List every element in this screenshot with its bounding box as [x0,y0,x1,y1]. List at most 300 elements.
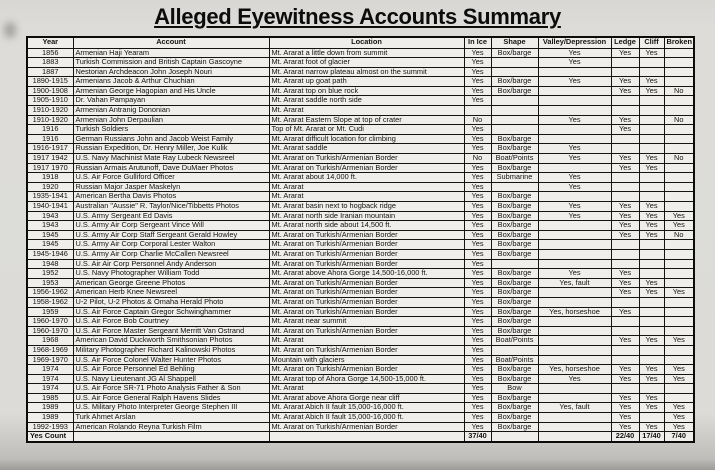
cell-account: U.S. Army Air Corp Sergeant Vince Will [73,221,269,231]
cell-broken [664,106,694,116]
cell-valley-depression [538,192,611,202]
cell-account: Turkish Commission and British Captain Gascoyne [73,58,269,68]
cell-in-ice: Yes [464,326,491,336]
cell-account: U.S. Military Photo Interpreter George Stephen III [73,403,269,413]
cell-cliff [639,317,664,327]
table-body [27,48,694,432]
cell-cliff: Yes [639,230,664,240]
cell-year: 1989 [27,413,73,423]
cell-cliff [639,240,664,250]
cell-location: Mt. Ararat saddle [269,144,464,154]
cell-shape: Box/barge [491,230,538,240]
cell-broken [664,48,694,58]
cell-in-ice [464,106,491,116]
cell-broken [664,249,694,259]
cell-broken: Yes [664,336,694,346]
cell-ledge [611,96,639,106]
cell-account: U.S. Air Force SR-71 Photo Analysis Father & Son [73,384,269,394]
cell-shape [491,259,538,269]
cell-ledge: Yes [611,278,639,288]
page-title: Alleged Eyewitness Accounts Summary [154,4,561,29]
cell-in-ice: Yes [464,125,491,135]
cell-valley-depression [538,345,611,355]
cell-in-ice: Yes [464,202,491,212]
cell-location: Mt. Ararat on Turkish/Armenian Border [269,307,464,317]
table-row [27,48,694,58]
cell-account: German Russians John and Jacob Weist Family [73,134,269,144]
cell-account: Australian "Aussie" R. Taylor/Nice/Tibbetts Photos [73,202,269,212]
cell-ledge: Yes [611,211,639,221]
table-row [27,365,694,375]
cell-valley-depression [538,67,611,77]
cell-location: Mt. Ararat Eastern Slope at top of crater [269,115,464,125]
cell-shape: Bow [491,384,538,394]
cell-ledge [611,240,639,250]
cell-cliff: Yes [639,154,664,164]
cell-shape: Box/barge [491,403,538,413]
cell-ledge: Yes [611,202,639,212]
cell-account: American Rolando Reyna Turkish Film [73,422,269,432]
cell-account: Armenian George Hagopian and His Uncle [73,86,269,96]
cell-ledge [611,134,639,144]
cell-shape: Box/barge [491,317,538,327]
cell-year: 1890-1915 [27,77,73,87]
cell-cliff [639,106,664,116]
cell-location: Mt. Ararat near summit [269,317,464,327]
cell-year: 1900-1908 [27,86,73,96]
cell-location: Mt. Ararat on Turkish/Armenian Border [269,288,464,298]
table-row [27,77,694,87]
cell-valley-depression [538,163,611,173]
cell-broken [664,67,694,77]
cell-shape: Boat/Points [491,355,538,365]
cell-ledge: Yes [611,163,639,173]
cell-location: Mt. Ararat on Turkish/Armenian Border [269,345,464,355]
cell-in-ice: Yes [464,211,491,221]
cell-broken [664,297,694,307]
cell-location: Mt. Ararat above Ahora Gorge 14,500-16,000 ft. [269,269,464,279]
cell-in-ice: Yes [464,413,491,423]
cell-year: 1916 [27,125,73,135]
table-row [27,345,694,355]
cell-shape: Box/barge [491,48,538,58]
cell-ledge [611,345,639,355]
cell-year: 1952 [27,269,73,279]
cell-broken [664,278,694,288]
cell-account: U.S. Air Force Bob Courtney [73,317,269,327]
cell-shape [491,125,538,135]
cell-account: U.S. Army Air Corp Charlie McCallen Newsreel [73,249,269,259]
cell-year: 1985 [27,393,73,403]
cell-valley-depression [538,230,611,240]
cell-year: 1992-1993 [27,422,73,432]
cell-location: Mt. Ararat on Turkish/Armenian Border [269,230,464,240]
table-row [27,278,694,288]
cell-shape: Box/barge [491,77,538,87]
cell-location: Mt. Ararat north side Iranian mountain [269,211,464,221]
cell-broken [664,345,694,355]
cell-valley-depression [538,134,611,144]
cell-in-ice: Yes [464,297,491,307]
table-row [27,67,694,77]
cell-shape: Box/barge [491,86,538,96]
cell-year: 1943 [27,221,73,231]
cell-account: U.S. Air Air Corp Personnel Andy Anderson [73,259,269,269]
cell-account: U.S. Air Force General Ralph Havens Slides [73,393,269,403]
cell-cliff [639,125,664,135]
cell-shape [491,115,538,125]
cell-broken: Yes [664,422,694,432]
column-header-shape: Shape [491,37,538,48]
cell-account: Armenian John Derpaulian [73,115,269,125]
cell-year: 1910-1920 [27,115,73,125]
table-row [27,106,694,116]
cell-broken: No [664,154,694,164]
cell-account: U.S. Navy Photographer William Todd [73,269,269,279]
table-row [27,154,694,164]
cell-location: Mt. Ararat on Turkish/Armenian Border [269,326,464,336]
cell-broken: Yes [664,288,694,298]
cell-ledge: Yes [611,365,639,375]
cell-year: 1968 [27,336,73,346]
cell-broken: Yes [664,374,694,384]
cell-year: 1940-1941 [27,202,73,212]
cell-valley-depression [538,221,611,231]
cell-cliff: Yes [639,202,664,212]
table-row [27,374,694,384]
cell-shape [491,96,538,106]
table-row [27,240,694,250]
cell-broken [664,317,694,327]
cell-location: Mt. Ararat top on blue rock [269,86,464,96]
yes-count-cliff: 17/40 [639,432,664,442]
cell-valley-depression [538,422,611,432]
cell-location: Mountain with glaciers [269,355,464,365]
cell-valley-depression [538,86,611,96]
cell-broken: Yes [664,413,694,423]
header-row [27,37,694,48]
cell-shape [491,106,538,116]
cell-location: Top of Mt. Ararat or Mt. Cudi [269,125,464,135]
cell-in-ice: Yes [464,336,491,346]
cell-year: 1887 [27,67,73,77]
cell-year: 1943 [27,211,73,221]
cell-in-ice: Yes [464,96,491,106]
cell-cliff [639,115,664,125]
cell-year: 1917 1942 [27,154,73,164]
cell-year: 1910-1920 [27,106,73,116]
cell-in-ice: Yes [464,384,491,394]
cell-in-ice: Yes [464,269,491,279]
yes-count-broken: 7/40 [664,432,694,442]
cell-location: Mt. Ararat above Ahora Gorge near cliff [269,393,464,403]
cell-account: Russian Armais Arutunoff, Dave DuMaer Photos [73,163,269,173]
cell-valley-depression: Yes [538,173,611,183]
cell-ledge [611,192,639,202]
cell-year: 1918 [27,173,73,183]
cell-valley-depression [538,317,611,327]
cell-in-ice: Yes [464,393,491,403]
cell-account: U.S. Army Air Corp Corporal Lester Walton [73,240,269,250]
cell-cliff [639,58,664,68]
cell-cliff [639,192,664,202]
cell-broken [664,77,694,87]
cell-shape: Box/barge [491,326,538,336]
yes-count-in-ice: 37/40 [464,432,491,442]
cell-account: Russian Expedition, Dr. Henry Miller, Joe Kulik [73,144,269,154]
cell-year: 1956-1962 [27,288,73,298]
cell-account: U.S. Air Force Captain Gregor Schwinghammer [73,307,269,317]
cell-in-ice: Yes [464,67,491,77]
cell-ledge: Yes [611,403,639,413]
cell-year: 1960-1970 [27,317,73,327]
cell-account: American George Greene Photos [73,278,269,288]
cell-valley-depression: Yes, fault [538,278,611,288]
cell-cliff: Yes [639,77,664,87]
cell-in-ice: Yes [464,163,491,173]
cell-location: Mt. Ararat [269,336,464,346]
cell-broken: Yes [664,365,694,375]
cell-cliff [639,182,664,192]
cell-ledge [611,173,639,183]
table-row [27,249,694,259]
cell-account: U.S. Air Force Colonel Walter Hunter Photos [73,355,269,365]
cell-account: Military Photographer Richard Kalinowski Photos [73,345,269,355]
cell-year: 1883 [27,58,73,68]
cell-location: Mt. Ararat Abich II fault 15,000-16,000 ft. [269,413,464,423]
cell-ledge [611,384,639,394]
cell-location: Mt. Ararat about 14,000 ft. [269,173,464,183]
cell-broken: No [664,86,694,96]
cell-year: 1974 [27,374,73,384]
cell-account: Armenians Jacob & Arthur Chuchian [73,77,269,87]
cell-ledge [611,297,639,307]
cell-ledge [611,259,639,269]
cell-location: Mt. Ararat [269,106,464,116]
cell-year: 1959 [27,307,73,317]
cell-year: 1916 [27,134,73,144]
cell-valley-depression: Yes, horseshoe [538,307,611,317]
cell-in-ice: Yes [464,77,491,87]
cell-ledge: Yes [611,154,639,164]
cell-cliff: Yes [639,211,664,221]
cell-cliff [639,134,664,144]
table-row [27,422,694,432]
cell-broken [664,202,694,212]
table-row [27,384,694,394]
cell-cliff [639,345,664,355]
cell-cliff [639,326,664,336]
cell-account: Turkish Soldiers [73,125,269,135]
cell-shape: Box/barge [491,192,538,202]
cell-in-ice: Yes [464,278,491,288]
cell-location: Mt. Ararat [269,384,464,394]
cell-valley-depression [538,393,611,403]
column-header-year: Year [27,37,73,48]
column-header-location: Location [269,37,464,48]
cell-location: Mt. Ararat on Turkish/Armenian Border [269,154,464,164]
cell-shape: Submarine [491,173,538,183]
cell-ledge: Yes [611,230,639,240]
cell-year: 1969-1970 [27,355,73,365]
cell-in-ice: Yes [464,317,491,327]
cell-shape: Box/barge [491,297,538,307]
cell-ledge: Yes [611,288,639,298]
cell-ledge: Yes [611,115,639,125]
yes-count-row [27,432,694,442]
cell-in-ice: Yes [464,288,491,298]
cell-shape: Box/barge [491,278,538,288]
cell-cliff [639,307,664,317]
cell-valley-depression: Yes [538,202,611,212]
cell-ledge: Yes [611,125,639,135]
yes-count-ledge: 22/40 [611,432,639,442]
cell-location: Mt. Ararat on Turkish/Armenian Border [269,163,464,173]
cell-cliff [639,413,664,423]
table-row [27,355,694,365]
cell-year: 1945 [27,230,73,240]
cell-valley-depression: Yes [538,77,611,87]
table-row [27,115,694,125]
cell-ledge [611,317,639,327]
table-row [27,144,694,154]
cell-broken: No [664,230,694,240]
cell-account: U.S. Army Sergeant Ed Davis [73,211,269,221]
cell-location: Mt. Ararat on Turkish/Armenian Border [269,365,464,375]
cell-year: 1968-1969 [27,345,73,355]
cell-account: U.S. Air Force Gulliford Officer [73,173,269,183]
cell-year: 1953 [27,278,73,288]
cell-year: 1974 [27,384,73,394]
cell-shape: Box/barge [491,374,538,384]
cell-location: Mt. Ararat a little down from summit [269,48,464,58]
cell-location: Mt. Ararat difficult location for climbing [269,134,464,144]
cell-shape: Box/barge [491,422,538,432]
cell-ledge [611,249,639,259]
cell-in-ice: Yes [464,144,491,154]
cell-valley-depression: Yes [538,269,611,279]
table-row [27,163,694,173]
cell-account: U.S. Navy Machinist Mate Ray Lubeck Newsreel [73,154,269,164]
table-row [27,259,694,269]
cell-broken: Yes [664,211,694,221]
cell-in-ice: Yes [464,374,491,384]
column-header-in-ice: In Ice [464,37,491,48]
cell-location: Mt. Ararat basin next to hogback ridge [269,202,464,212]
cell-broken [664,182,694,192]
cell-ledge [611,326,639,336]
cell-year: 1920 [27,182,73,192]
table-row [27,173,694,183]
cell-shape: Box/barge [491,144,538,154]
cell-valley-depression [538,125,611,135]
cell-year: 1916-1917 [27,144,73,154]
column-header-valley-depression: Valley/Depression [538,37,611,48]
cell-ledge: Yes [611,422,639,432]
cell-location: Mt. Ararat [269,182,464,192]
cell-ledge [611,58,639,68]
table-footer [27,432,694,442]
cell-shape: Box/barge [491,211,538,221]
cell-ledge: Yes [611,393,639,403]
table-row [27,269,694,279]
cell-in-ice: No [464,115,491,125]
cell-shape: Box/barge [491,288,538,298]
scan-edge-shadow [0,460,715,470]
table-row [27,221,694,231]
cell-location: Mt. Ararat narrow plateau almost on the summit [269,67,464,77]
cell-ledge [611,144,639,154]
cell-broken [664,192,694,202]
cell-in-ice: Yes [464,365,491,375]
cell-cliff [639,355,664,365]
table-row [27,86,694,96]
cell-valley-depression [538,240,611,250]
cell-valley-depression: Yes [538,182,611,192]
table-row [27,403,694,413]
cell-cliff: Yes [639,393,664,403]
cell-year: 1989 [27,403,73,413]
yes-count-label: Yes Count [27,432,73,442]
cell-ledge: Yes [611,374,639,384]
cell-year: 1905-1910 [27,96,73,106]
cell-shape [491,58,538,68]
cell-account: Dr. Vahan Pampayan [73,96,269,106]
cell-account: Russian Major Jasper Maskelyn [73,182,269,192]
cell-shape [491,67,538,77]
cell-ledge: Yes [611,86,639,96]
cell-broken [664,269,694,279]
cell-cliff: Yes [639,365,664,375]
cell-in-ice: Yes [464,240,491,250]
cell-year: 1935-1941 [27,192,73,202]
cell-account: American Herb Knee Newsreel [73,288,269,298]
cell-cliff [639,144,664,154]
cell-cliff: Yes [639,163,664,173]
cell-valley-depression: Yes [538,211,611,221]
cell-in-ice: Yes [464,48,491,58]
cell-year: 1974 [27,365,73,375]
table-row [27,134,694,144]
table-row [27,336,694,346]
table-row [27,182,694,192]
table-row [27,413,694,423]
column-header-ledge: Ledge [611,37,639,48]
cell-location: Mt. Ararat on Turkish/Armenian Border [269,422,464,432]
column-header-account: Account [73,37,269,48]
cell-broken: No [664,115,694,125]
cell-shape: Box/barge [491,269,538,279]
cell-account: Armenian Haji Yearam [73,48,269,58]
cell-year: 1917 1970 [27,163,73,173]
cell-broken [664,384,694,394]
cell-account: U.S. Air Force Master Sergeant Merritt Van Ostrand [73,326,269,336]
cell-account: U.S. Army Air Corp Staff Sergeant Gerald Howley [73,230,269,240]
cell-in-ice: Yes [464,221,491,231]
table-row [27,317,694,327]
cell-valley-depression [538,413,611,423]
cell-cliff: Yes [639,48,664,58]
cell-location: Mt. Ararat on Turkish/Armenian Border [269,259,464,269]
cell-ledge: Yes [611,48,639,58]
table-row [27,192,694,202]
cell-account: U.S. Navy Lieutenant JG Al Shappell [73,374,269,384]
yes-count-location [269,432,464,442]
cell-cliff [639,173,664,183]
cell-broken: Yes [664,221,694,231]
cell-shape: Box/barge [491,163,538,173]
cell-year: 1948 [27,259,73,269]
